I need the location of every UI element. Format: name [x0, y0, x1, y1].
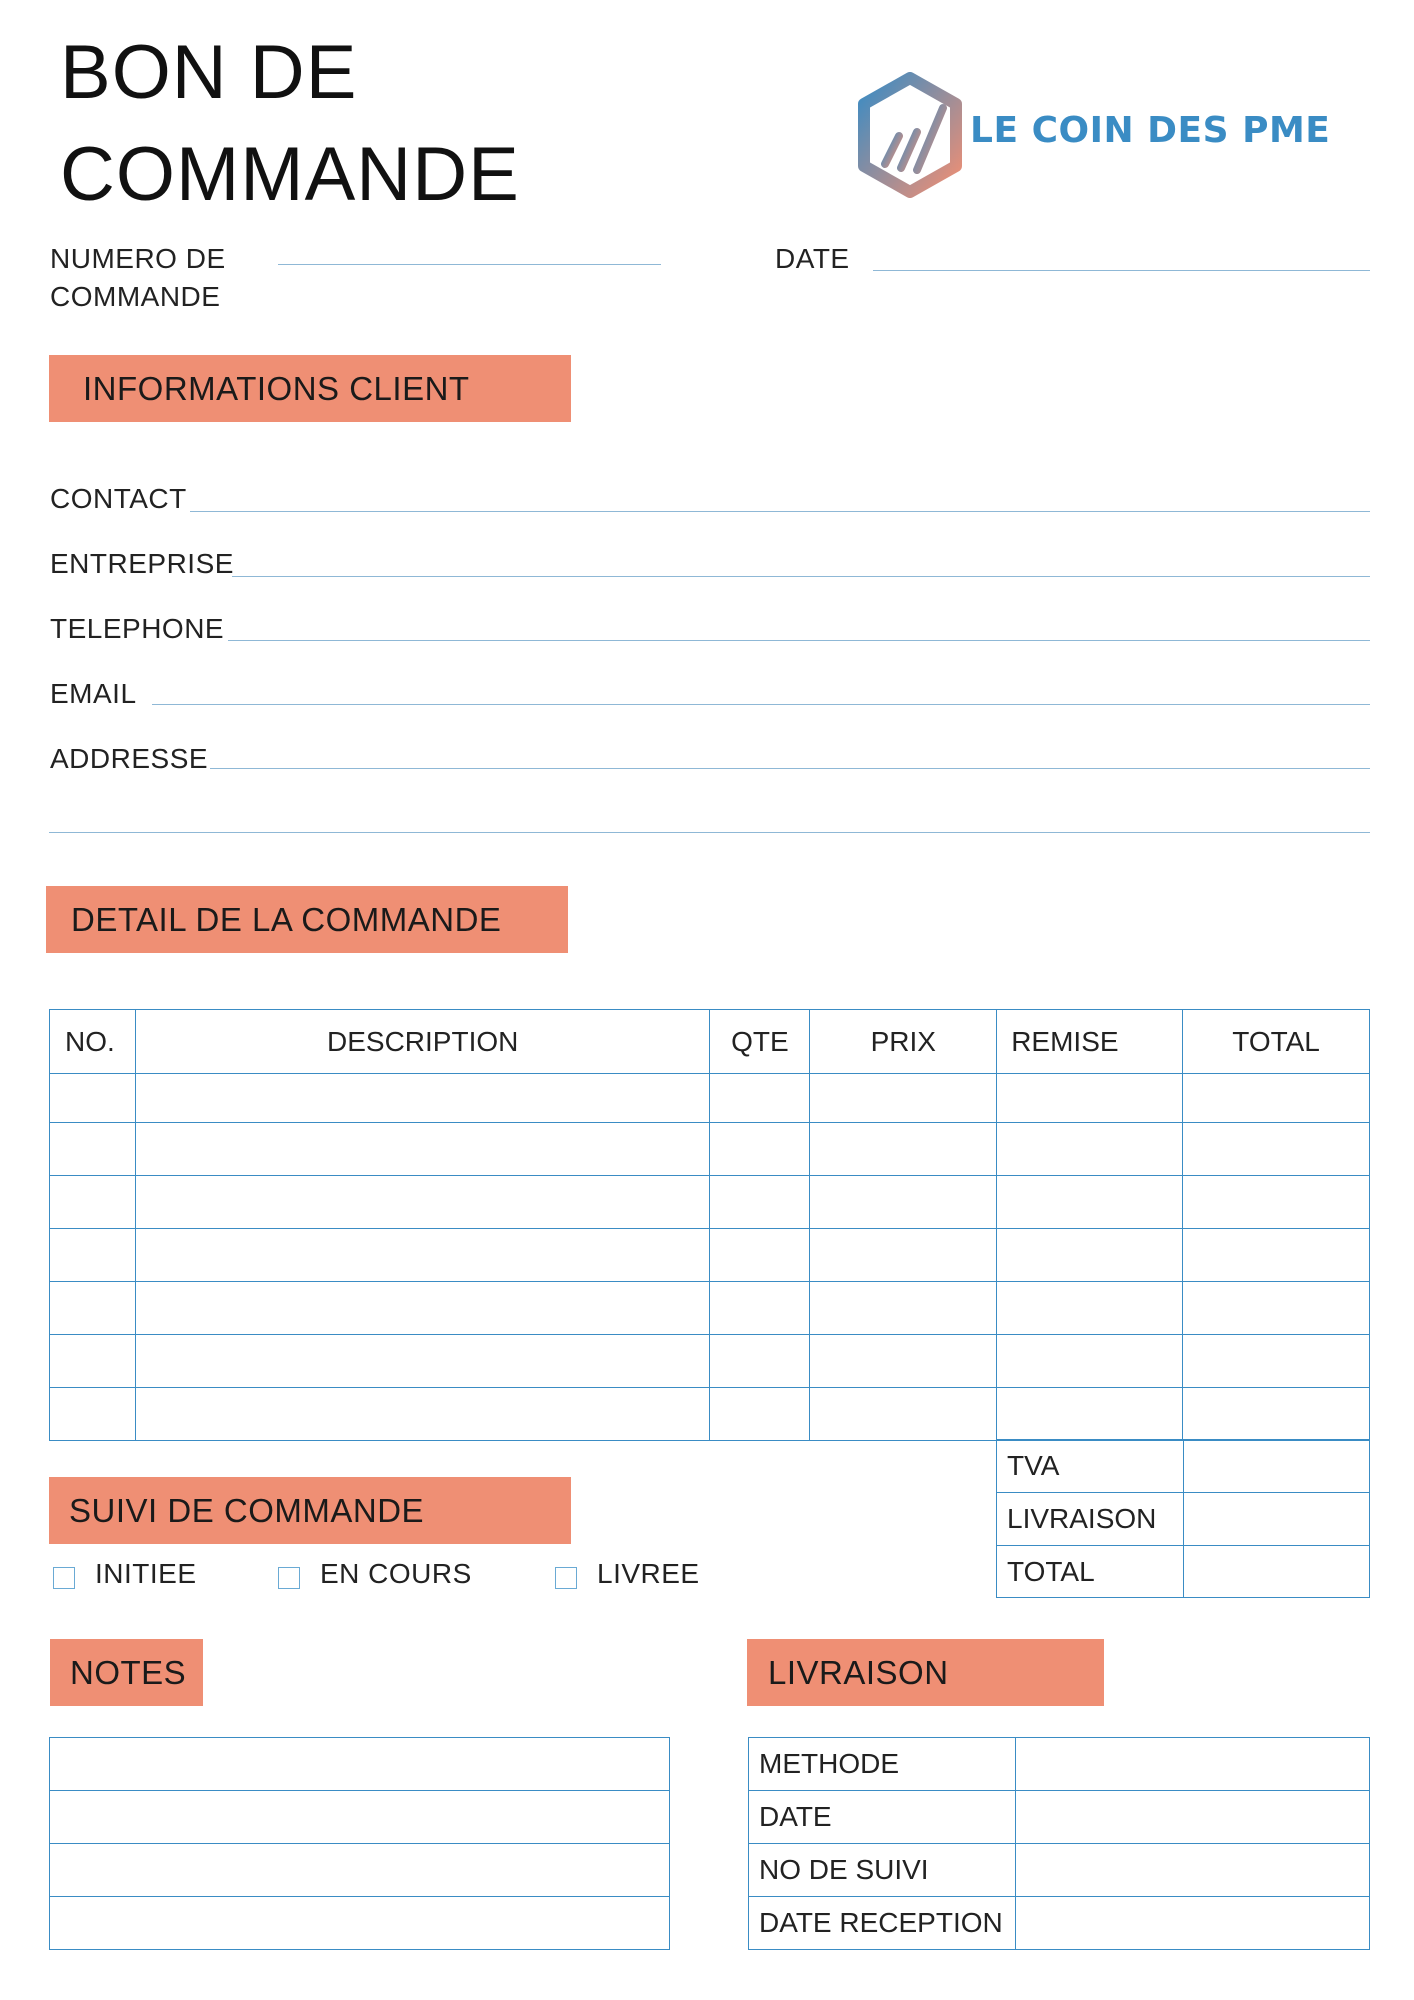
delivery-row [749, 1844, 1370, 1897]
tracking-number-value[interactable] [1015, 1844, 1369, 1897]
column-header-no: NO. [50, 1010, 136, 1074]
table-row [50, 1388, 1370, 1441]
delivery-row [749, 1897, 1370, 1950]
table-cell[interactable] [1183, 1282, 1370, 1335]
status-delivered-checkbox[interactable] [555, 1567, 577, 1589]
table-cell[interactable] [1183, 1176, 1370, 1229]
table-cell[interactable] [1183, 1123, 1370, 1176]
delivery-row [749, 1738, 1370, 1791]
tracking-number-label: NO DE SUIVI [749, 1844, 1016, 1897]
table-cell[interactable] [50, 1074, 136, 1123]
table-row [50, 1176, 1370, 1229]
table-row [50, 1123, 1370, 1176]
address-label: ADDRESSE [50, 743, 209, 774]
table-cell[interactable] [135, 1123, 709, 1176]
delivery-method-value[interactable] [1015, 1738, 1369, 1791]
column-header-discount: REMISE [997, 1010, 1183, 1074]
table-cell[interactable] [710, 1176, 810, 1229]
notes-line [50, 1791, 670, 1844]
page-title [60, 22, 520, 226]
order-date-label: DATE [775, 243, 850, 274]
grand-total-value[interactable] [1183, 1546, 1369, 1598]
contact-label: CONTACT [50, 483, 187, 514]
totals-table [996, 1439, 1370, 1598]
table-cell[interactable] [710, 1123, 810, 1176]
table-cell[interactable] [135, 1229, 709, 1282]
table-cell[interactable] [135, 1388, 709, 1441]
title-line-1: BON DE [60, 30, 358, 115]
table-cell[interactable] [810, 1388, 997, 1441]
table-cell[interactable] [1183, 1074, 1370, 1123]
table-cell[interactable] [997, 1123, 1183, 1176]
delivery-date-value[interactable] [1015, 1791, 1369, 1844]
table-row [50, 1282, 1370, 1335]
hexagon-chart-icon [855, 72, 965, 198]
order-number-label: NUMERO DE COMMANDE [50, 243, 226, 312]
delivery-row [749, 1791, 1370, 1844]
table-cell[interactable] [710, 1388, 810, 1441]
table-row [50, 1074, 1370, 1123]
table-cell[interactable] [710, 1335, 810, 1388]
table-cell[interactable] [810, 1123, 997, 1176]
notes-banner: NOTES [50, 1639, 203, 1706]
table-cell[interactable] [997, 1074, 1183, 1123]
email-field[interactable] [152, 704, 1370, 705]
table-cell[interactable] [710, 1229, 810, 1282]
table-cell[interactable] [810, 1335, 997, 1388]
company-label: ENTREPRISE [50, 548, 234, 579]
order-detail-banner: DETAIL DE LA COMMANDE [46, 886, 568, 953]
order-number-field[interactable] [278, 264, 661, 265]
order-date-field[interactable] [873, 270, 1370, 271]
shipping-value[interactable] [1183, 1493, 1369, 1546]
shipping-label: LIVRAISON [997, 1493, 1184, 1546]
table-cell[interactable] [135, 1074, 709, 1123]
status-in-progress-checkbox[interactable] [278, 1567, 300, 1589]
table-cell[interactable] [50, 1176, 136, 1229]
brand-name: LE COIN DES PME [970, 110, 1331, 151]
company-field[interactable] [232, 576, 1370, 577]
table-cell[interactable] [1183, 1229, 1370, 1282]
column-header-total: TOTAL [1183, 1010, 1370, 1074]
reception-date-value[interactable] [1015, 1897, 1369, 1950]
delivery-date-label: DATE [749, 1791, 1016, 1844]
status-initiated-checkbox[interactable] [53, 1567, 75, 1589]
delivery-method-label: METHODE [749, 1738, 1016, 1791]
totals-row-grand-total [997, 1546, 1370, 1598]
table-cell[interactable] [50, 1282, 136, 1335]
table-cell[interactable] [50, 1229, 136, 1282]
table-cell[interactable] [135, 1282, 709, 1335]
table-cell[interactable] [997, 1335, 1183, 1388]
vat-value[interactable] [1183, 1440, 1369, 1493]
delivery-table [748, 1737, 1370, 1950]
column-header-qty: QTE [710, 1010, 810, 1074]
phone-field[interactable] [228, 640, 1370, 641]
column-header-price: PRIX [810, 1010, 997, 1074]
table-row [50, 1335, 1370, 1388]
vat-label: TVA [997, 1440, 1184, 1493]
column-header-description: DESCRIPTION [135, 1010, 709, 1074]
table-cell[interactable] [810, 1074, 997, 1123]
tracking-banner: SUIVI DE COMMANDE [49, 1477, 571, 1544]
notes-line [50, 1897, 670, 1950]
table-cell[interactable] [50, 1335, 136, 1388]
table-row [50, 1229, 1370, 1282]
email-label: EMAIL [50, 678, 137, 709]
status-initiated-label: INITIEE [95, 1558, 197, 1589]
table-cell[interactable] [50, 1388, 136, 1441]
table-cell[interactable] [1183, 1335, 1370, 1388]
address-field[interactable] [210, 768, 1370, 769]
status-delivered-label: LIVREE [597, 1558, 700, 1589]
table-cell[interactable] [810, 1229, 997, 1282]
table-cell[interactable] [810, 1282, 997, 1335]
table-cell[interactable] [997, 1282, 1183, 1335]
totals-row-shipping [997, 1493, 1370, 1546]
table-header-row [50, 1010, 1370, 1074]
table-cell[interactable] [135, 1335, 709, 1388]
notes-cell[interactable] [50, 1738, 670, 1791]
totals-row-vat [997, 1440, 1370, 1493]
phone-label: TELEPHONE [50, 613, 225, 644]
table-cell[interactable] [50, 1123, 136, 1176]
grand-total-label: TOTAL [997, 1546, 1184, 1598]
delivery-banner: LIVRAISON [747, 1639, 1104, 1706]
contact-field[interactable] [190, 511, 1370, 512]
order-items-table [49, 1009, 1370, 1441]
notes-line [50, 1844, 670, 1897]
notes-cell[interactable] [50, 1791, 670, 1844]
table-cell[interactable] [810, 1176, 997, 1229]
address-field-line-2[interactable] [49, 832, 1370, 833]
notes-cell[interactable] [50, 1844, 670, 1897]
table-cell[interactable] [997, 1176, 1183, 1229]
table-cell[interactable] [710, 1282, 810, 1335]
brand-logo [855, 72, 1331, 198]
notes-table [49, 1737, 670, 1950]
reception-date-label: DATE RECEPTION [749, 1897, 1016, 1950]
client-info-banner: INFORMATIONS CLIENT [49, 355, 571, 422]
title-line-2: COMMANDE [60, 132, 520, 217]
notes-line [50, 1738, 670, 1791]
table-cell[interactable] [135, 1176, 709, 1229]
table-cell[interactable] [997, 1388, 1183, 1441]
table-cell[interactable] [1183, 1388, 1370, 1441]
status-in-progress-label: EN COURS [320, 1558, 472, 1589]
notes-cell[interactable] [50, 1897, 670, 1950]
table-cell[interactable] [710, 1074, 810, 1123]
table-cell[interactable] [997, 1229, 1183, 1282]
